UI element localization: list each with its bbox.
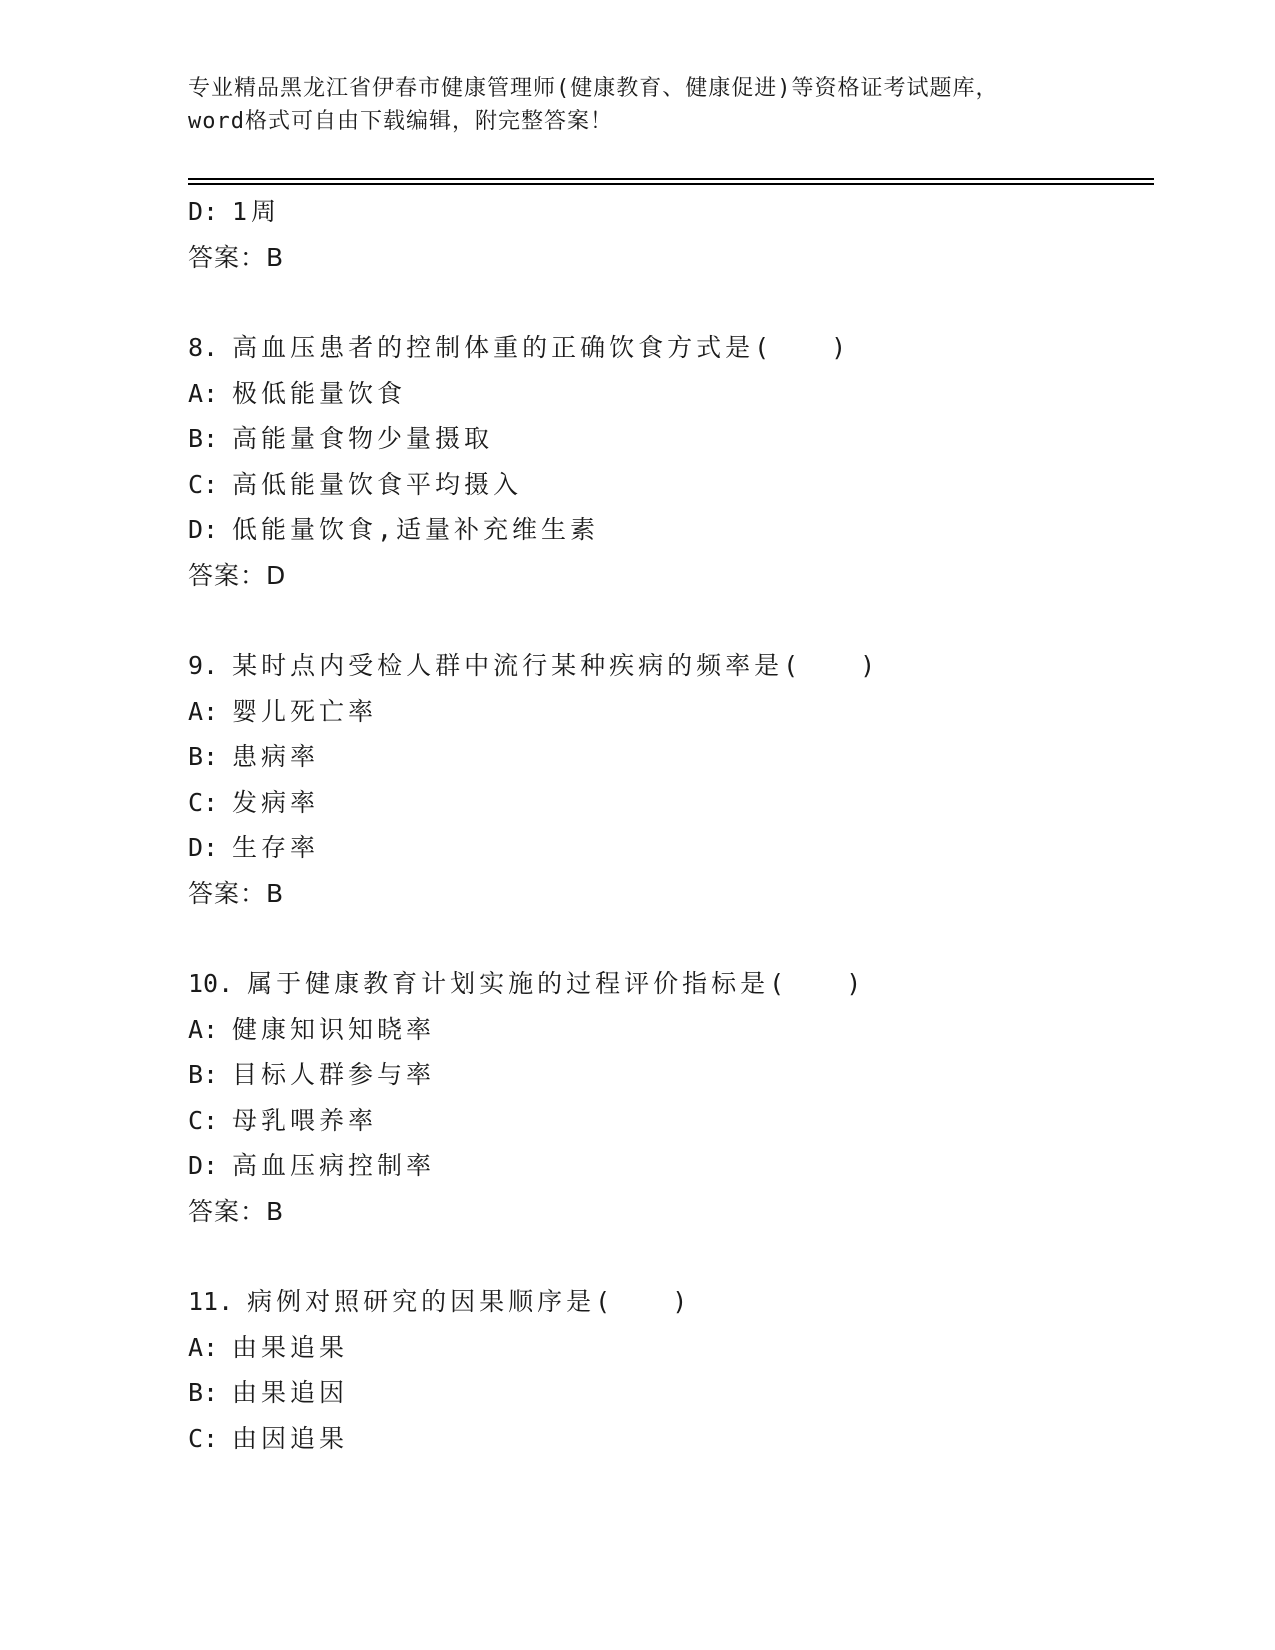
option-text: 高低能量饮食平均摄入 [232, 469, 523, 499]
option-row [188, 734, 1148, 780]
option-text: 健康知识知晓率 [232, 1014, 436, 1044]
option-row [188, 1052, 1148, 1098]
option-text: 婴儿死亡率 [232, 696, 378, 726]
option-text: 由果追因 [232, 1378, 349, 1407]
question-number: 9. [188, 651, 219, 680]
header-divider-bottom [188, 183, 1154, 185]
question-stem [188, 325, 1148, 371]
question-text: 某时点内受检人群中流行某种疾病的频率是( ) [232, 651, 880, 680]
question-number: 10. [188, 969, 234, 998]
option-row [188, 1370, 1148, 1416]
option-letter: B: [188, 1060, 219, 1089]
option-row [188, 780, 1148, 826]
option-row [188, 1143, 1148, 1189]
option-letter: C: [188, 1423, 219, 1453]
header-line-1: 专业精品黑龙江省伊春市健康管理师(健康教育、健康促进)等资格证考试题库， [188, 76, 999, 101]
option-letter: B: [188, 424, 219, 453]
option-letter: A: [188, 1332, 219, 1362]
answer-line: 答案：D [188, 560, 287, 590]
option-letter: C: [188, 787, 219, 817]
option-text: 低能量饮食,适量补充维生素 [232, 515, 600, 544]
option-row [188, 1098, 1148, 1144]
option-letter: D: [188, 1151, 219, 1180]
option-text: 患病率 [232, 742, 320, 771]
option-text: 目标人群参与率 [232, 1060, 436, 1089]
option-row [188, 507, 1148, 553]
option-letter: D: [188, 515, 219, 544]
question-number: 11. [188, 1287, 234, 1316]
document-header [188, 72, 1148, 138]
option-text: 由因追果 [232, 1423, 349, 1453]
option-letter: D: [188, 197, 219, 226]
question-list [188, 189, 1148, 1461]
question-stem [188, 961, 1148, 1007]
option-text: 高能量食物少量摄取 [232, 424, 494, 453]
header-line-2: word格式可自由下载编辑，附完整答案！ [188, 109, 613, 134]
option-letter: B: [188, 742, 219, 771]
question-stem [188, 1279, 1148, 1325]
answer-line: 答案：B [188, 242, 285, 272]
option-text: 生存率 [232, 833, 320, 862]
header-divider-top [188, 178, 1154, 180]
question-stem [188, 643, 1148, 689]
answer-line: 答案：B [188, 1196, 285, 1226]
option-letter: D: [188, 833, 219, 862]
option-letter: C: [188, 1105, 219, 1135]
option-letter: A: [188, 696, 219, 726]
option-row [188, 462, 1148, 508]
option-row [188, 825, 1148, 871]
option-row [188, 371, 1148, 417]
question-text: 病例对照研究的因果顺序是( ) [247, 1287, 692, 1316]
option-text: 极低能量饮食 [232, 378, 407, 408]
option-row [188, 416, 1148, 462]
option-letter: A: [188, 378, 219, 408]
option-text: 发病率 [232, 787, 320, 817]
option-letter: C: [188, 469, 219, 499]
answer-line: 答案：B [188, 878, 285, 908]
option-text: 1周 [232, 197, 281, 226]
option-letter: B: [188, 1378, 219, 1407]
question-text: 高血压患者的控制体重的正确饮食方式是( ) [232, 333, 851, 362]
option-text: 由果追果 [232, 1332, 349, 1362]
option-text: 母乳喂养率 [232, 1105, 378, 1135]
option-row [188, 189, 1148, 235]
question-text: 属于健康教育计划实施的过程评价指标是( ) [247, 969, 866, 998]
option-row [188, 1325, 1148, 1371]
option-row [188, 1007, 1148, 1053]
option-row [188, 1416, 1148, 1462]
option-text: 高血压病控制率 [232, 1151, 436, 1180]
question-number: 8. [188, 333, 219, 362]
option-row [188, 689, 1148, 735]
option-letter: A: [188, 1014, 219, 1044]
